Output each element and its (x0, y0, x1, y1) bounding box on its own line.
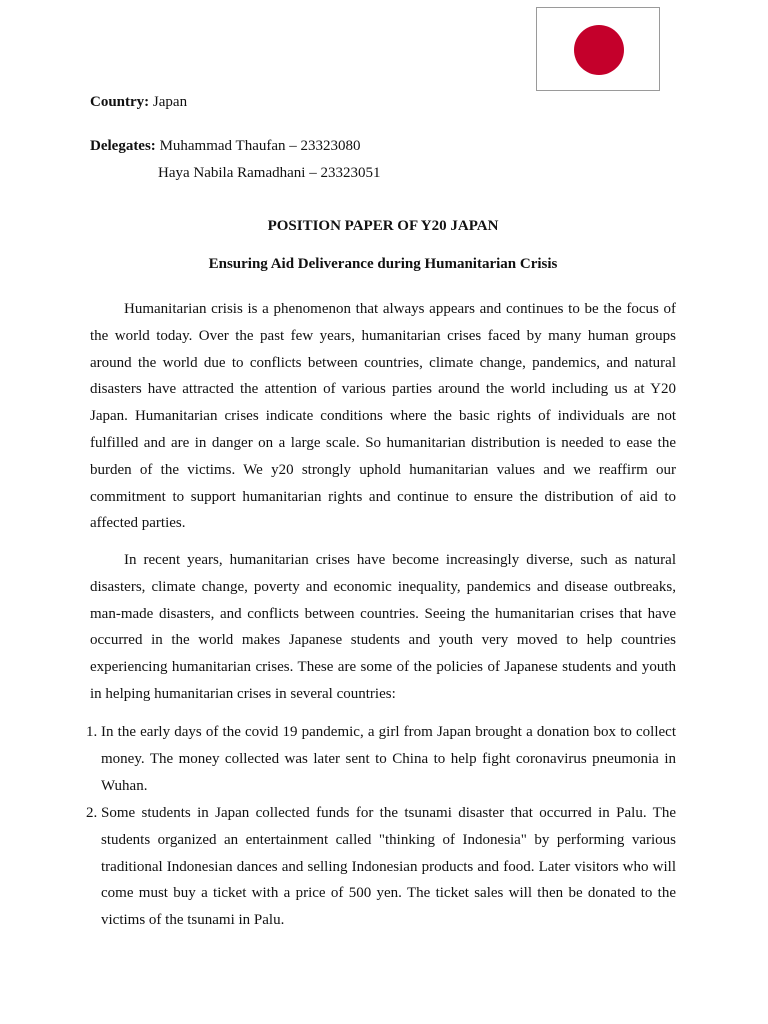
list-item-number: 1. (86, 724, 98, 740)
delegates-label: Delegates: (90, 138, 156, 154)
japan-flag-image (536, 7, 660, 91)
document-subtitle: Ensuring Aid Deliverance during Humanitarian Crisis (208, 256, 558, 272)
paragraph-1: Humanitarian crisis is a phenomenon that always appears and continues to be the focus of the world today. Over the past few years, humanitarian crises faced by many human groups around the world due to conflicts between countries, climate change, pandemics, and natural disasters have attracted the attention of various parties around the world including us at Y20 Japan. Humanitarian crises indicate conditions where the basic rights of individuals are not fulfilled and are in danger on a large scale. So humanitarian distribution is needed to ease the burden of the victims. We y20 strongly uphold humanitarian values and we reaffirm our commitment to support humanitarian rights and continue to ensure the distribution of aid to affected parties. (90, 301, 676, 532)
list-item-2 (86, 800, 676, 934)
list-item-text: Some students in Japan collected funds for the tsunami disaster that occurred in Palu. The students organized an entertainment called "thinking of Indonesia" by performing various traditional Indonesian dances and selling Indonesian products and food. Later visitors who will come must buy a ticket with a price of 500 yen. The ticket sales will then be donated to the victims of the tsunami in Palu. (101, 805, 676, 929)
document-title: POSITION PAPER OF Y20 JAPAN (267, 218, 499, 234)
flag-sun-disc (574, 25, 624, 75)
delegate-name-1: Muhammad Thaufan – 23323080 (159, 138, 361, 154)
list-item-text: In the early days of the covid 19 pandemic, a girl from Japan brought a donation box to collect money. The money collected was later sent to China to help fight coronavirus pneumonia in Wuhan. (101, 724, 676, 794)
delegate-name-2: Haya Nabila Ramadhani – 23323051 (158, 165, 381, 181)
paragraph-2: In recent years, humanitarian crises have become increasingly diverse, such as natural disasters, climate change, poverty and economic inequality, pandemics and disease outbreaks, man-made disasters, and conflicts between countries. Seeing the humanitarian crises that have occurred in the world makes Japanese students and youth very moved to help countries experiencing humanitarian crises. These are some of the policies of Japanese students and youth in helping humanitarian crises in several countries: (90, 552, 676, 702)
delegates-line (90, 136, 361, 156)
list-item-number: 2. (86, 805, 98, 821)
country-value: Japan (152, 94, 188, 110)
country-label: Country: (90, 94, 150, 110)
country-line (90, 92, 187, 112)
list-item-1 (86, 719, 676, 799)
